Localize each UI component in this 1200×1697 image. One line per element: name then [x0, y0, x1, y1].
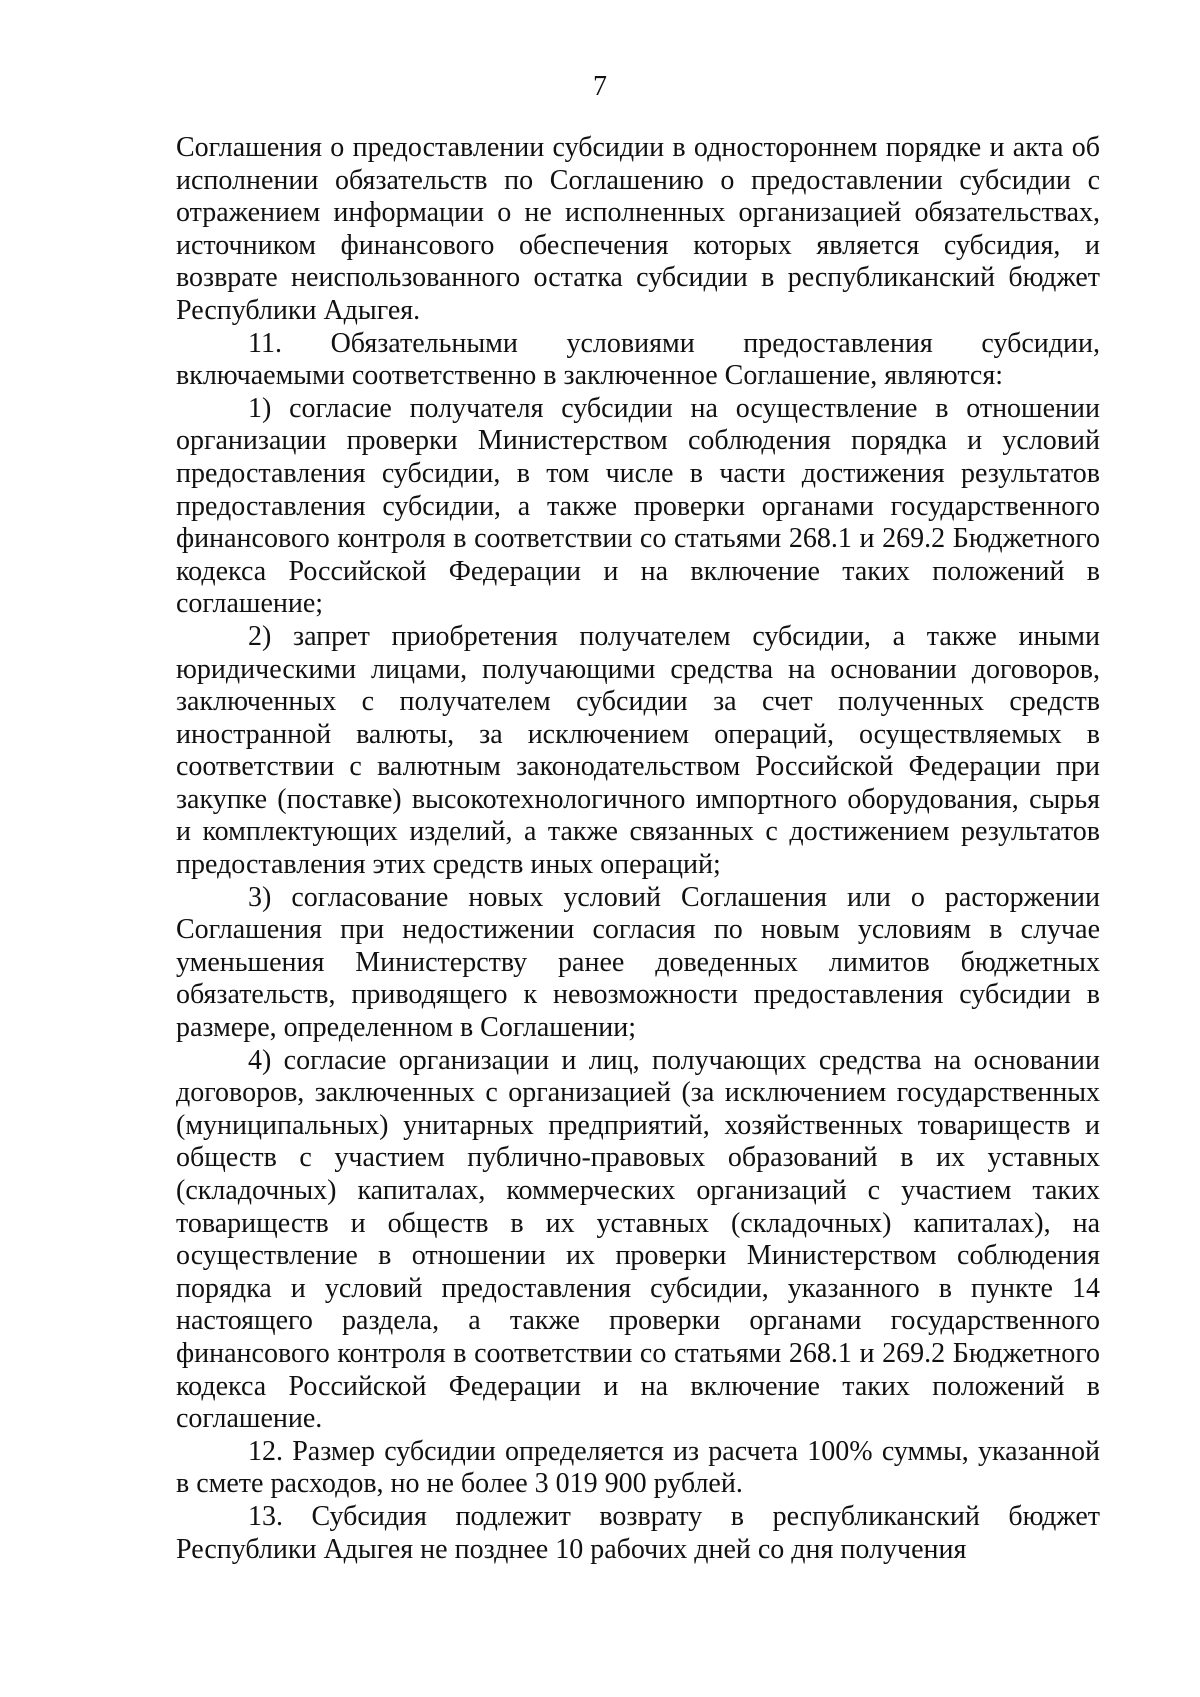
paragraph-subitem-3: 3) согласование новых условий Соглашения или о расторжении Соглашения при недостижении согласия по новым условиям в случае уменьшения Министерству ранее доведенных лимитов бюджетных обязательств, приводящего к невозможности предоставления субсидии в размере, определенном в Соглашении;	[176, 881, 1100, 1044]
paragraph-subitem-4: 4) согласие организации и лиц, получающих средства на основании договоров, заключенных с организацией (за исключением государственных (муниципальных) унитарных предприятий, хозяйственных товариществ и обществ с участием публично-правовых образований в их уставных (складочных) капиталах, коммерческих организаций с участием таких товариществ и обществ в их уставных (складочных) капиталах), на осуществление в отношении их проверки Министерством соблюдения порядка и условий предоставления субсидии, указанного в пункте 14 настоящего раздела, а также проверки органами государственного финансового контроля в соответствии со статьями 268.1 и 269.2 Бюджетного кодекса Российской Федерации и на включение таких положений в соглашение.	[176, 1044, 1100, 1435]
paragraph-subitem-1: 1) согласие получателя субсидии на осуществление в отношении организации проверки Министерством соблюдения порядка и условий предоставления субсидии, в том числе в части достижения результатов предоставления субсидии, а также проверки органами государственного финансового контроля в соответствии со статьями 268.1 и 269.2 Бюджетного кодекса Российской Федерации и на включение таких положений в соглашение;	[176, 392, 1100, 620]
paragraph-item-11: 11. Обязательными условиями предоставления субсидии, включаемыми соответственно в заключенное Соглашение, являются:	[176, 327, 1100, 392]
paragraph-continuation: Соглашения о предоставлении субсидии в одностороннем порядке и акта об исполнении обязательств по Соглашению о предоставлении субсидии с отражением информации о не исполненных организацией обязательствах, источником финансового обеспечения которых является субсидия, и возврате неиспользованного остатка субсидии в республиканский бюджет Республики Адыгея.	[176, 132, 1100, 326]
paragraph-subitem-2: 2) запрет приобретения получателем субсидии, а также иными юридическими лицами, получающими средства на основании договоров, заключенных с получателем субсидии за счет полученных средств иностранной валюты, за исключением операций, осуществляемых в соответствии с валютным законодательством Российской Федерации при закупке (поставке) высокотехнологичного импортного оборудования, сырья и комплектующих изделий, а также связанных с достижением результатов предоставления этих средств иных операций;	[176, 620, 1100, 881]
document-body	[176, 132, 1100, 1566]
paragraph-item-12: 12. Размер субсидии определяется из расчета 100% суммы, указанной в смете расходов, но не более 3 019 900 рублей.	[176, 1435, 1100, 1500]
page-number: 7	[593, 71, 607, 102]
paragraph-item-13: 13. Субсидия подлежит возврату в республиканский бюджет Республики Адыгея не позднее 10 рабочих дней со дня получения	[176, 1500, 1100, 1565]
